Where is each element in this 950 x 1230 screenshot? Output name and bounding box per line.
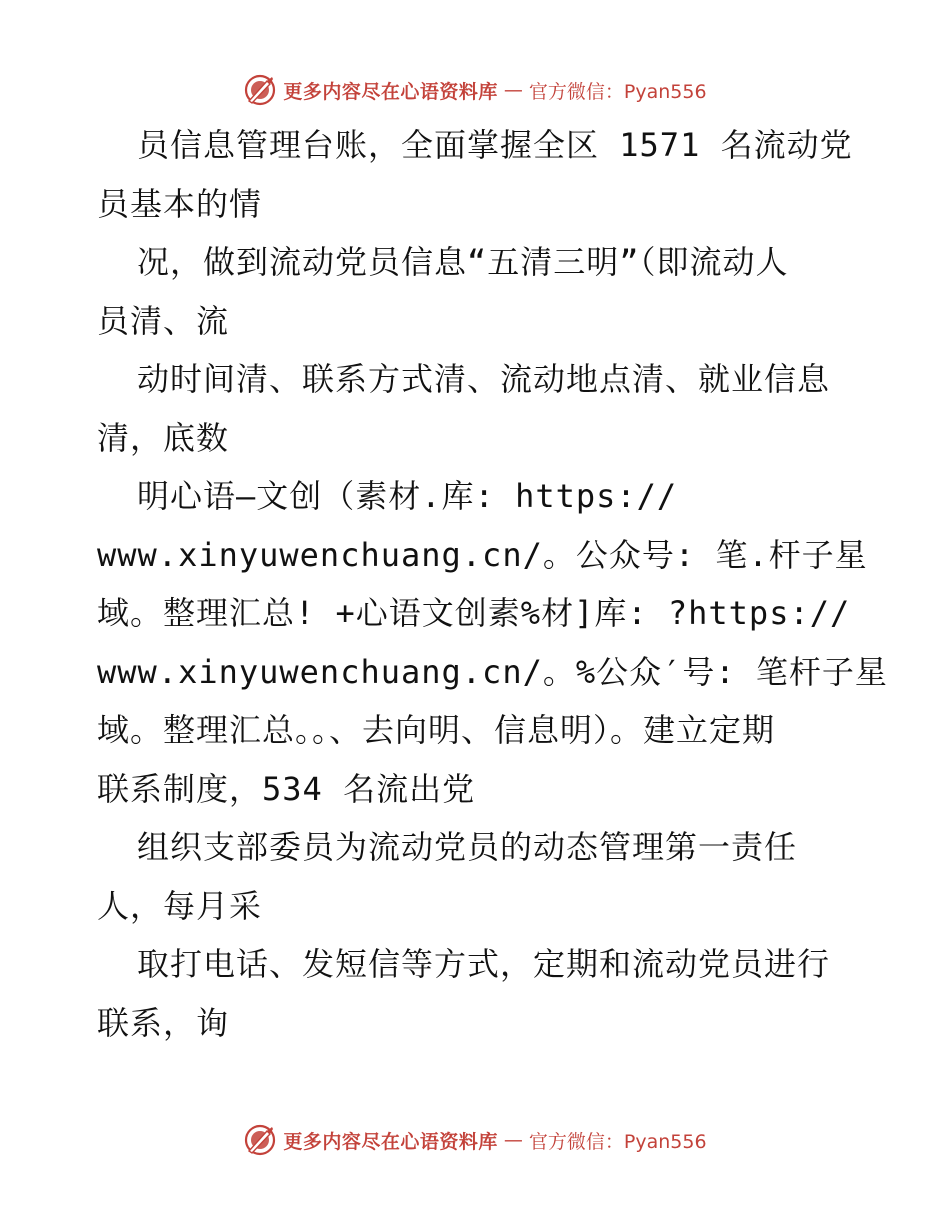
text-line: 员清、流	[97, 301, 230, 340]
text-line: 组织支部委员为流动党员的动态管理第一责任	[137, 828, 798, 866]
text-line: 员信息管理台账，全面掌握全区 1571 名流动党	[137, 126, 853, 164]
text-line: 联系制度，534 名流出党	[97, 769, 476, 808]
text-line: www.xinyuwenchuang.cn/。公众号: 笔.杆子星	[97, 535, 868, 574]
text-line: 联系，询	[97, 1003, 230, 1042]
text-line: 动时间清、联系方式清、流动地点清、就业信息	[137, 360, 831, 398]
footer-banner-inner	[243, 1123, 706, 1157]
footer-slogan: 更多内容尽在心语资料库	[283, 1130, 498, 1153]
header-banner	[0, 72, 950, 108]
text-line: 明心语—文创（素材.库: https://	[137, 477, 678, 515]
text-line: www.xinyuwenchuang.cn/。%公众′号: 笔杆子星	[97, 652, 888, 691]
text-line: 人，每月采	[97, 886, 263, 925]
document-body	[97, 116, 888, 1052]
text-line: 域。整理汇总! +心语文创素%材]库: ?https://	[97, 594, 851, 632]
header-wechat: 官方微信：Pyan556	[528, 80, 707, 103]
pen-logo-icon	[243, 73, 277, 107]
text-line: 域。整理汇总。。、去向明、信息明）。建立定期	[97, 711, 776, 749]
text-line: 况，做到流动党员信息“五清三明”（即流动人	[137, 243, 789, 281]
text-line: 清，底数	[97, 418, 230, 457]
pen-logo-icon	[243, 1123, 277, 1157]
footer-wechat: 官方微信：Pyan556	[528, 1130, 707, 1153]
header-dash: —	[503, 79, 523, 101]
text-line: 取打电话、发短信等方式，定期和流动党员进行	[137, 945, 831, 983]
footer-banner	[0, 1122, 950, 1158]
header-slogan: 更多内容尽在心语资料库	[283, 80, 498, 103]
footer-dash: —	[503, 1129, 523, 1151]
header-banner-inner	[243, 73, 706, 107]
text-line: 员基本的情	[97, 184, 263, 223]
